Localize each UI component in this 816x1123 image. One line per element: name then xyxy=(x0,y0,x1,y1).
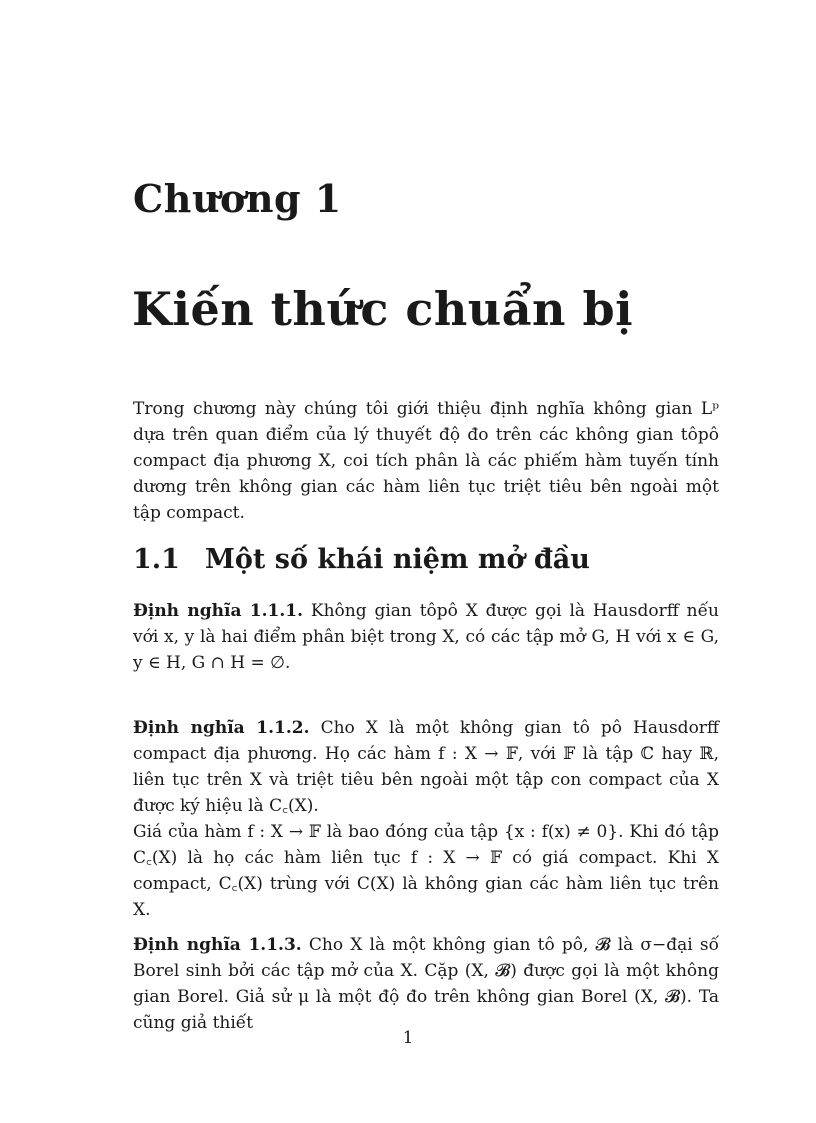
intro-paragraph: Trong chương này chúng tôi giới thiệu định nghĩa không gian Lᵖ dựa trên quan điểm của lý thuyết độ đo trên các không gian tôpô compact địa phương X, coi tích phân là các phiếm hàm tuyến tính dương trên không gian các hàm liên tục triệt tiêu bên ngoài một tập compact. xyxy=(133,399,719,523)
section-heading xyxy=(133,544,590,575)
chapter-label: Chương 1 xyxy=(133,176,342,221)
definition-1-1-1 xyxy=(133,598,719,676)
definition-1-1-3 xyxy=(133,932,719,1036)
definition-text: Không gian tôpô X được gọi là Hausdorff nếu với x, y là hai điểm phân biệt trong X, có các tập mở G, H với x ∈ G, y ∈ H, G ∩ H = ∅. xyxy=(133,601,719,673)
definition-text: Cho X là một không gian tô pô, 𝓑 là σ−đại số Borel sinh bởi các tập mở của X. Cặp (X, 𝓑) được gọi là một không gian Borel. Giả sử μ là một độ đo trên không gian Borel (X, 𝓑). Ta cũng giả thiết xyxy=(133,935,720,1033)
definition-1-1-2 xyxy=(133,715,719,923)
chapter-title: Kiến thức chuẩn bị xyxy=(132,282,634,336)
definition-text-continued: Giá của hàm f : X → 𝔽 là bao đóng của tập {x : f(x) ≠ 0}. Khi đó tập C꜀(X) là họ các hàm liên tục f : X → 𝔽 có giá compact. Khi X compact, C꜀(X) trùng với C(X) là không gian các hàm liên tục trên X. xyxy=(133,822,719,920)
section-title: Một số khái niệm mở đầu xyxy=(205,544,590,575)
section-number: 1.1 xyxy=(133,544,180,575)
definition-heading: Định nghĩa 1.1.2. xyxy=(133,718,310,738)
page-number: 1 xyxy=(402,1028,414,1048)
definition-heading: Định nghĩa 1.1.1. xyxy=(133,601,304,621)
definition-text: Cho X là một không gian tô pô Hausdorff compact địa phương. Họ các hàm f : X → 𝔽, với 𝔽 là tập ℂ hay ℝ, liên tục trên X và triệt tiêu bên ngoài một tập con compact của X được ký hiệu là C꜀(X). xyxy=(133,718,720,816)
definition-heading: Định nghĩa 1.1.3. xyxy=(133,935,302,955)
